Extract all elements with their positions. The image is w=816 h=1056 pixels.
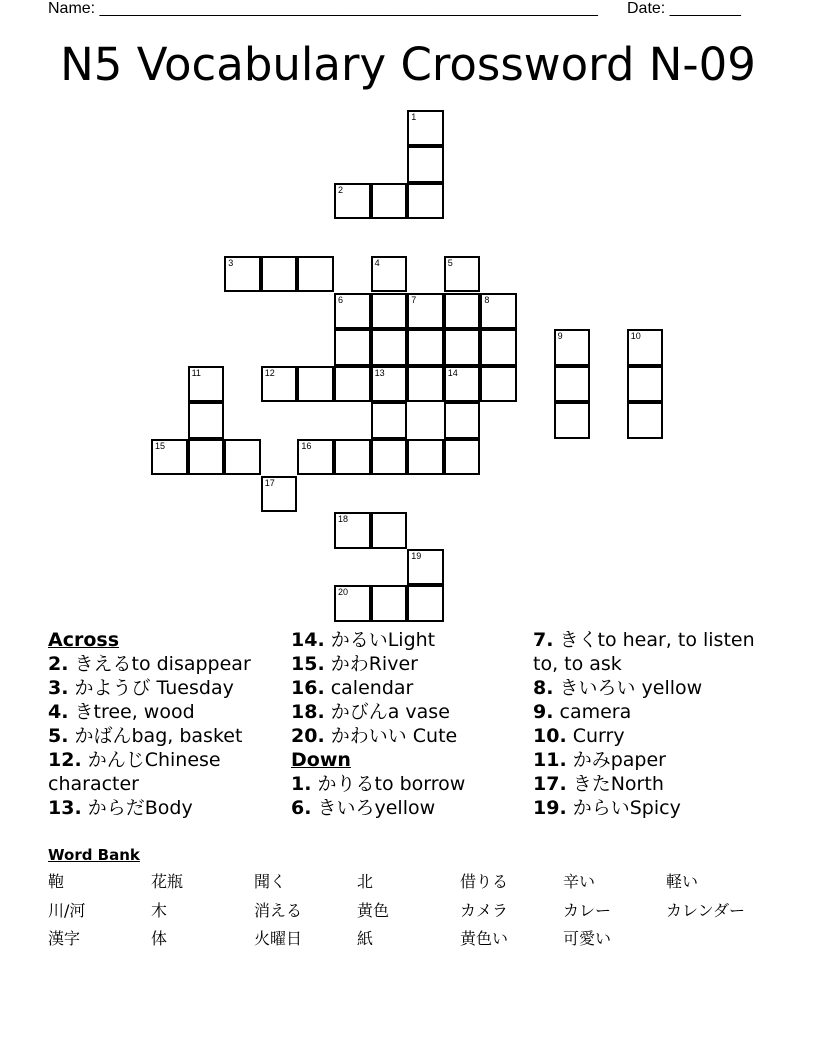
clue-item-text: きtree, wood xyxy=(74,701,195,723)
clue-item-number: 19. xyxy=(533,797,567,819)
clue-item-text: かるいLight xyxy=(330,629,436,651)
word-bank-word: カメラ xyxy=(460,900,509,920)
clue-item-number: 1. xyxy=(291,773,312,795)
clue-item-number: 10. xyxy=(533,725,567,747)
clue-item-text: calendar xyxy=(330,677,414,699)
clue-item-text: かびんa vase xyxy=(330,701,450,723)
word-bank-word: カレンダー xyxy=(666,900,745,920)
clue-item-number: 7. xyxy=(533,629,554,651)
word-bank-word: 体 xyxy=(151,929,168,948)
word-bank-word: 消える xyxy=(254,900,303,920)
clue-number: 2 xyxy=(338,184,344,195)
grid-cell[interactable] xyxy=(334,183,371,220)
grid-cell[interactable] xyxy=(407,110,444,147)
clue-item-number: 16. xyxy=(291,677,325,699)
grid-cell[interactable] xyxy=(334,293,371,330)
word-bank-word: 火曜日 xyxy=(254,929,303,948)
clue-item xyxy=(48,724,273,748)
word-bank-row xyxy=(48,870,768,899)
clue-item-text: きいろい yellow xyxy=(559,677,703,699)
clue-number: 12 xyxy=(264,367,275,378)
grid-cell[interactable] xyxy=(297,256,334,293)
word-bank-title: Word Bank xyxy=(48,846,140,864)
down-heading: Down xyxy=(291,749,351,771)
clue-item-text: かわRiver xyxy=(330,653,418,675)
clue-number: 18 xyxy=(338,514,349,525)
clue-item xyxy=(291,700,516,724)
clue-item xyxy=(533,628,768,676)
clue-item xyxy=(533,724,768,748)
grid-cell[interactable] xyxy=(334,366,371,403)
word-bank-word: 借りる xyxy=(460,872,509,891)
word-bank xyxy=(48,870,768,956)
grid-cell[interactable] xyxy=(444,256,481,293)
grid-cell[interactable] xyxy=(151,439,188,476)
clue-item xyxy=(291,796,516,820)
clue-item-number: 12. xyxy=(48,749,82,771)
word-bank-word: 聞く xyxy=(254,872,287,891)
clue-number: 7 xyxy=(411,294,417,305)
grid-cell[interactable] xyxy=(334,585,371,622)
clue-number: 11 xyxy=(191,367,201,378)
grid-cell[interactable] xyxy=(261,476,298,513)
grid-cell[interactable] xyxy=(627,402,664,439)
clue-item-number: 8. xyxy=(533,677,554,699)
clue-item-text: からいSpicy xyxy=(572,797,681,819)
grid-cell[interactable] xyxy=(407,585,444,622)
clue-item-text: きくto hear, to listen to, to ask xyxy=(533,629,755,675)
clue-item-number: 4. xyxy=(48,701,69,723)
grid-cell[interactable] xyxy=(224,439,261,476)
grid-cell[interactable] xyxy=(627,366,664,403)
grid-cell[interactable] xyxy=(407,293,444,330)
clue-number: 5 xyxy=(447,257,453,268)
grid-cell[interactable] xyxy=(480,366,517,403)
word-bank-word: 黄色い xyxy=(460,929,509,948)
clue-item-number: 15. xyxy=(291,653,325,675)
clue-item-number: 17. xyxy=(533,773,567,795)
word-bank-word: 軽い xyxy=(666,872,699,891)
clue-item xyxy=(291,676,516,700)
clue-item-number: 6. xyxy=(291,797,312,819)
grid-cell[interactable] xyxy=(371,183,408,220)
word-bank-word: 木 xyxy=(151,900,168,920)
clue-number: 3 xyxy=(228,257,234,268)
clue-item-text: きたNorth xyxy=(572,773,664,795)
word-bank-row xyxy=(48,899,768,928)
clue-column-2 xyxy=(291,628,516,820)
clue-item-text: Curry xyxy=(572,725,625,747)
grid-cell[interactable] xyxy=(224,256,261,293)
grid-cell[interactable] xyxy=(407,439,444,476)
grid-cell[interactable] xyxy=(554,366,591,403)
clue-number: 6 xyxy=(338,294,344,305)
clue-item xyxy=(533,748,768,772)
grid-cell[interactable] xyxy=(407,549,444,586)
grid-cell[interactable] xyxy=(188,439,225,476)
clue-number: 10 xyxy=(630,331,641,342)
clue-item-text: かようび Tuesday xyxy=(74,677,234,699)
clue-item-text: きえるto disappear xyxy=(74,653,251,675)
clue-item xyxy=(291,772,516,796)
clue-number: 9 xyxy=(557,331,563,342)
word-bank-word: 川/河 xyxy=(48,900,86,920)
clue-column-3 xyxy=(533,628,768,820)
grid-cell[interactable] xyxy=(371,512,408,549)
word-bank-row xyxy=(48,927,768,956)
clue-item-number: 20. xyxy=(291,725,325,747)
word-bank-word: 漢字 xyxy=(48,929,81,948)
grid-cell[interactable] xyxy=(371,585,408,622)
grid-cell[interactable] xyxy=(371,439,408,476)
clue-number: 19 xyxy=(411,550,422,561)
clue-item xyxy=(48,748,273,796)
grid-cell[interactable] xyxy=(480,329,517,366)
grid-cell[interactable] xyxy=(334,329,371,366)
page-title: N5 Vocabulary Crossword N-09 xyxy=(60,38,756,91)
grid-cell[interactable] xyxy=(334,512,371,549)
grid-cell[interactable] xyxy=(297,366,334,403)
word-bank-word: 花瓶 xyxy=(151,872,184,891)
clue-item-text: かばんbag, basket xyxy=(74,725,243,747)
clue-number: 1 xyxy=(411,111,417,122)
word-bank-word: 紙 xyxy=(357,929,374,948)
clue-item xyxy=(533,676,768,700)
clue-item xyxy=(533,772,768,796)
clue-number: 8 xyxy=(484,294,490,305)
grid-cell[interactable] xyxy=(554,402,591,439)
clue-item xyxy=(48,796,273,820)
clue-column-1 xyxy=(48,628,273,820)
clue-number: 14 xyxy=(447,367,458,378)
grid-cell[interactable] xyxy=(188,402,225,439)
grid-cell[interactable] xyxy=(407,146,444,183)
grid-cell[interactable] xyxy=(407,329,444,366)
grid-cell[interactable] xyxy=(297,439,334,476)
word-bank-word: 辛い xyxy=(563,872,596,891)
grid-cell[interactable] xyxy=(407,366,444,403)
grid-cell[interactable] xyxy=(554,329,591,366)
clue-item-number: 9. xyxy=(533,701,554,723)
clue-item xyxy=(291,628,516,652)
clue-number: 17 xyxy=(264,477,275,488)
clue-item-text: camera xyxy=(559,701,632,723)
clue-item xyxy=(48,652,273,676)
clue-item-text: かみpaper xyxy=(572,749,666,771)
word-bank-word: カレー xyxy=(563,900,612,920)
grid-cell[interactable] xyxy=(444,402,481,439)
grid-cell[interactable] xyxy=(261,256,298,293)
clue-item-text: かりるto borrow xyxy=(317,773,466,795)
clue-item-number: 5. xyxy=(48,725,69,747)
grid-cell[interactable] xyxy=(407,183,444,220)
clue-item xyxy=(48,676,273,700)
clue-item xyxy=(291,652,516,676)
clue-number: 20 xyxy=(338,587,349,598)
grid-cell[interactable] xyxy=(444,366,481,403)
clue-item-number: 14. xyxy=(291,629,325,651)
clue-item-number: 18. xyxy=(291,701,325,723)
grid-cell[interactable] xyxy=(188,366,225,403)
grid-cell[interactable] xyxy=(444,439,481,476)
clue-item-text: きいろyellow xyxy=(317,797,436,819)
grid-cell[interactable] xyxy=(480,293,517,330)
grid-cell[interactable] xyxy=(334,439,371,476)
grid-cell[interactable] xyxy=(627,329,664,366)
grid-cell[interactable] xyxy=(371,256,408,293)
clue-number: 4 xyxy=(374,257,380,268)
clue-item-number: 3. xyxy=(48,677,69,699)
clue-item xyxy=(48,700,273,724)
grid-cell[interactable] xyxy=(444,329,481,366)
clue-item-number: 11. xyxy=(533,749,567,771)
grid-cell[interactable] xyxy=(444,293,481,330)
grid-cell[interactable] xyxy=(371,366,408,403)
grid-cell[interactable] xyxy=(371,293,408,330)
grid-cell[interactable] xyxy=(371,329,408,366)
clue-item-text: かわいい Cute xyxy=(330,725,458,747)
word-bank-word: 黄色 xyxy=(357,900,390,920)
grid-cell[interactable] xyxy=(261,366,298,403)
clue-number: 16 xyxy=(301,440,312,451)
word-bank-word: 北 xyxy=(357,872,374,891)
clue-item-text: からだBody xyxy=(87,797,193,819)
clue-number: 13 xyxy=(374,367,385,378)
grid-cell[interactable] xyxy=(371,402,408,439)
name-field-label: Name: ________________________________________________________ xyxy=(48,0,598,17)
clue-item xyxy=(533,700,768,724)
clue-item-text: かんじChinese character xyxy=(48,749,221,795)
date-field-label: Date: ________ xyxy=(627,0,741,17)
word-bank-word: 可愛い xyxy=(563,929,612,948)
clue-item xyxy=(533,796,768,820)
clue-item-number: 2. xyxy=(48,653,69,675)
clue-number: 15 xyxy=(155,440,166,451)
clue-item xyxy=(291,724,516,748)
word-bank-word: 鞄 xyxy=(48,872,65,891)
clue-item-number: 13. xyxy=(48,797,82,819)
across-heading: Across xyxy=(48,629,120,651)
